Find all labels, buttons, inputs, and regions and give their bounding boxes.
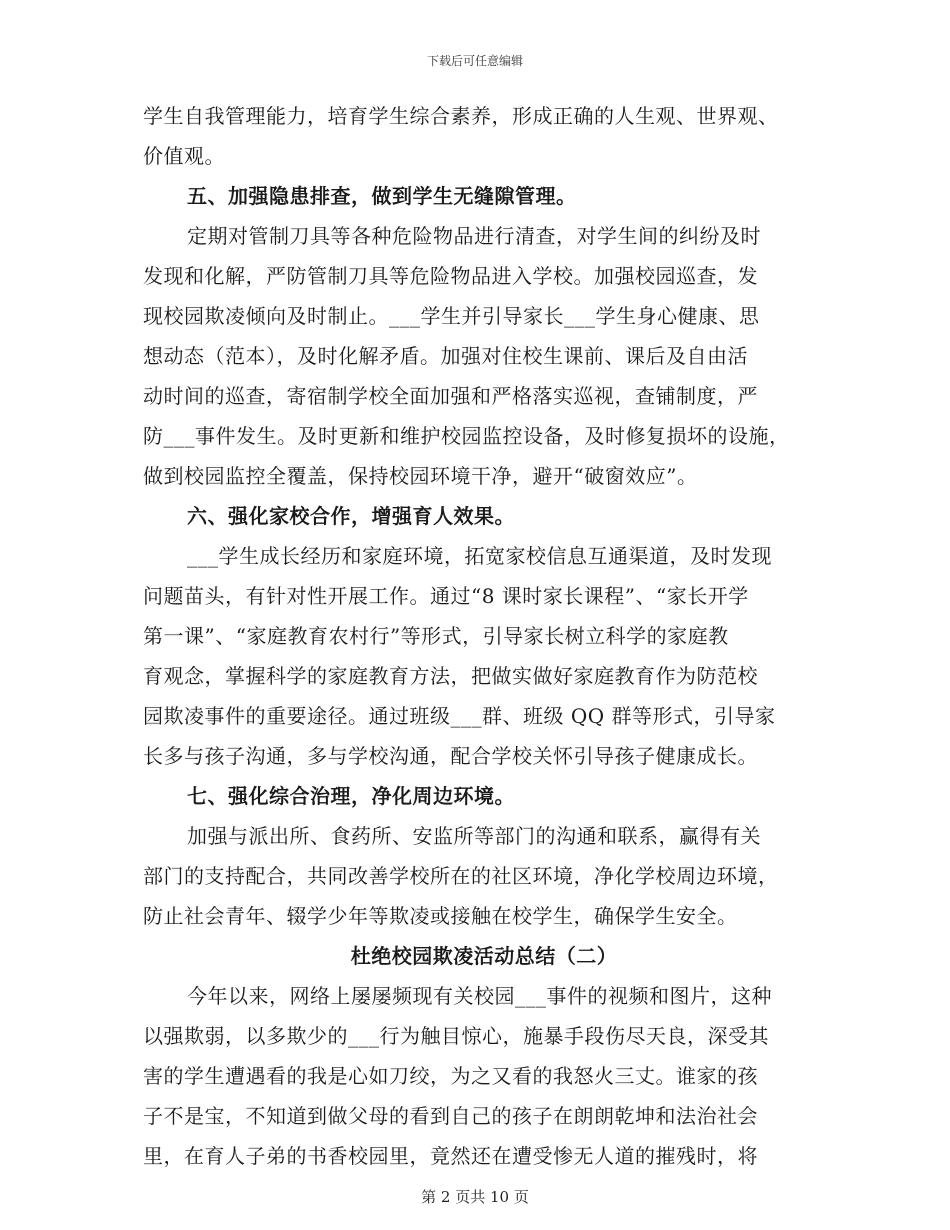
body-line: 园欺凌事件的重要途径。通过班级___群、班级 QQ 群等形式，引导家 — [143, 704, 776, 728]
body-line: 部门的支持配合，共同改善学校所在的社区环境，净化学校周边环境， — [143, 864, 779, 888]
document-body — [143, 96, 815, 1176]
body-line: 做到校园监控全覆盖，保持校园环境干净，避开“破窗效应”。 — [143, 464, 698, 488]
body-line: 定期对管制刀具等各种危险物品进行清查，对学生间的纠纷及时 — [187, 224, 761, 248]
body-line: 育观念，掌握科学的家庭教育方法，把做实做好家庭教育作为防范校 — [143, 664, 758, 688]
body-line: 长多与孩子沟通，多与学校沟通，配合学校关怀引导孩子健康成长。 — [143, 744, 758, 768]
page-header: 下载后可任意编辑 — [426, 54, 523, 68]
section-heading-5: 五、加强隐患排查，做到学生无缝隙管理。 — [187, 184, 577, 208]
body-line: 现校园欺凌倾向及时制止。___学生并引导家长___学生身心健康、思 — [143, 304, 760, 328]
body-line: 今年以来，网络上屡屡频现有关校园___事件的视频和图片，这种 — [187, 984, 772, 1008]
body-line: 以强欺弱，以多欺少的___行为触目惊心，施暴手段伤尽天良，深受其 — [143, 1024, 769, 1048]
body-line: 加强与派出所、食药所、安监所等部门的沟通和联系，赢得有关 — [187, 824, 761, 848]
page-footer: 第 2 页共 10 页 — [421, 1188, 529, 1206]
body-line: ___学生成长经历和家庭环境，拓宽家校信息互通渠道，及时发现 — [187, 544, 772, 568]
body-line: 发现和化解，严防管制刀具等危险物品进入学校。加强校园巡查，发 — [143, 264, 758, 288]
body-line: 想动态（范本），及时化解矛盾。加强对住校生课前、课后及自由活 — [143, 344, 748, 368]
section-heading-7: 七、强化综合治理，净化周边环境。 — [187, 784, 515, 808]
body-line: 学生自我管理能力，培育学生综合素养，形成正确的人生观、世界观、 — [143, 104, 779, 128]
body-line: 动时间的巡查，寄宿制学校全面加强和严格落实巡视，查铺制度，严 — [143, 384, 758, 408]
body-line: 防___事件发生。及时更新和维护校园监控设备，及时修复损坏的设施， — [143, 424, 790, 448]
body-line: 子不是宝，不知道到做父母的看到自己的孩子在朗朗乾坤和法治社会 — [143, 1104, 758, 1128]
body-line: 害的学生遭遇看的我是心如刀绞，为之又看的我怒火三丈。谁家的孩 — [143, 1064, 758, 1088]
body-line: 里，在育人子弟的书香校园里，竟然还在遭受惨无人道的摧残时，将 — [143, 1144, 758, 1168]
body-line: 防止社会青年、辍学少年等欺凌或接触在校学生，确保学生安全。 — [143, 904, 738, 928]
body-line: 价值观。 — [143, 144, 225, 168]
document-subtitle: 杜绝校园欺凌活动总结（二） — [350, 944, 618, 968]
body-line: 问题苗头，有针对性开展工作。通过“8 课时家长课程”、“家长开学 — [143, 584, 749, 608]
section-heading-6: 六、强化家校合作，增强育人效果。 — [187, 504, 515, 528]
body-line: 第一课”、“家庭教育农村行”等形式，引导家长树立科学的家庭教 — [143, 624, 729, 648]
